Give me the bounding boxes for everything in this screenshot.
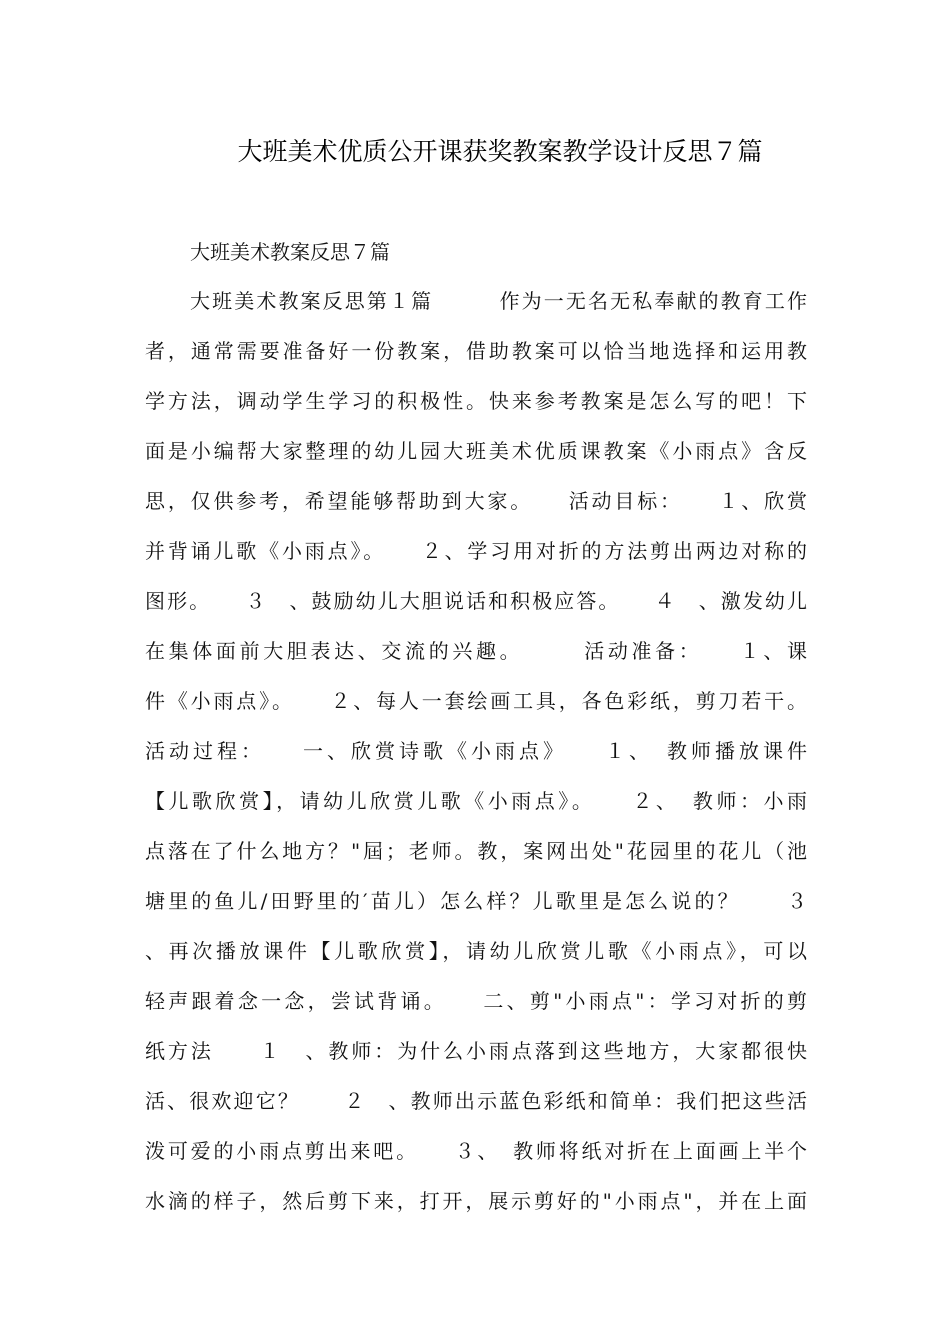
body-line: 泼可爱的小雨点剪出来吧。 ３、 教师将纸对折在上面画上半个 (145, 1139, 807, 1163)
body-line: 大班美术教案反思第１篇 作为一无名无私奉献的教育工作 (190, 289, 807, 313)
body-line: 图形。 ３ 、鼓励幼儿大胆说话和积极应答。 ４ 、激发幼儿 (145, 589, 807, 613)
body-line: 点落在了什么地方？"屆；老师。教，案网出处"花园里的花儿（池 (145, 839, 807, 863)
body-line: 塘里的鱼儿/田野里的′苗儿）怎么样？儿歌里是怎么说的？ ３ (145, 889, 807, 913)
body-line: 件《小雨点》。 ２、每人一套绘画工具，各色彩纸，剪刀若干。 (145, 689, 807, 713)
body-line: 轻声跟着念一念，尝试背诵。 二、剪"小雨点"：学习对折的剪 (145, 989, 807, 1013)
body-line: 学方法，调动学生学习的积极性。快来参考教案是怎么写的吧！下 (145, 389, 807, 413)
document-subtitle: 大班美术教案反思７篇 (190, 240, 390, 264)
body-line: 活动过程： 一、欣赏诗歌《小雨点》 １、 教师播放课件 (145, 739, 807, 763)
body-line: 并背诵儿歌《小雨点》。 ２、学习用对折的方法剪出两边对称的 (145, 539, 807, 563)
body-line: 思，仅供参考，希望能够帮助到大家。 活动目标： １、欣赏 (145, 489, 807, 513)
body-line: 在集体面前大胆表达、交流的兴趣。 活动准备： １、课 (145, 639, 807, 663)
body-line: 者，通常需要准备好一份教案，借助教案可以恰当地选择和运用教 (145, 339, 807, 363)
body-line: 【儿歌欣赏】，请幼儿欣赏儿歌《小雨点》。 ２、 教师：小雨 (145, 789, 807, 813)
body-line: 面是小编帮大家整理的幼儿园大班美术优质课教案《小雨点》含反 (145, 439, 807, 463)
document-title: 大班美术优质公开课获奖教案教学设计反思７篇 (237, 137, 763, 166)
body-line: 水滴的样子，然后剪下来，打开，展示剪好的"小雨点"，并在上面 (145, 1189, 807, 1213)
body-line: 纸方法 １ 、教师：为什么小雨点落到这些地方，大家都很快 (145, 1039, 807, 1063)
body-line: 活、很欢迎它？ ２ 、教师出示蓝色彩纸和简单：我们把这些活 (145, 1089, 807, 1113)
body-line: 、再次播放课件【儿歌欣赏】，请幼儿欣赏儿歌《小雨点》，可以 (145, 939, 807, 963)
